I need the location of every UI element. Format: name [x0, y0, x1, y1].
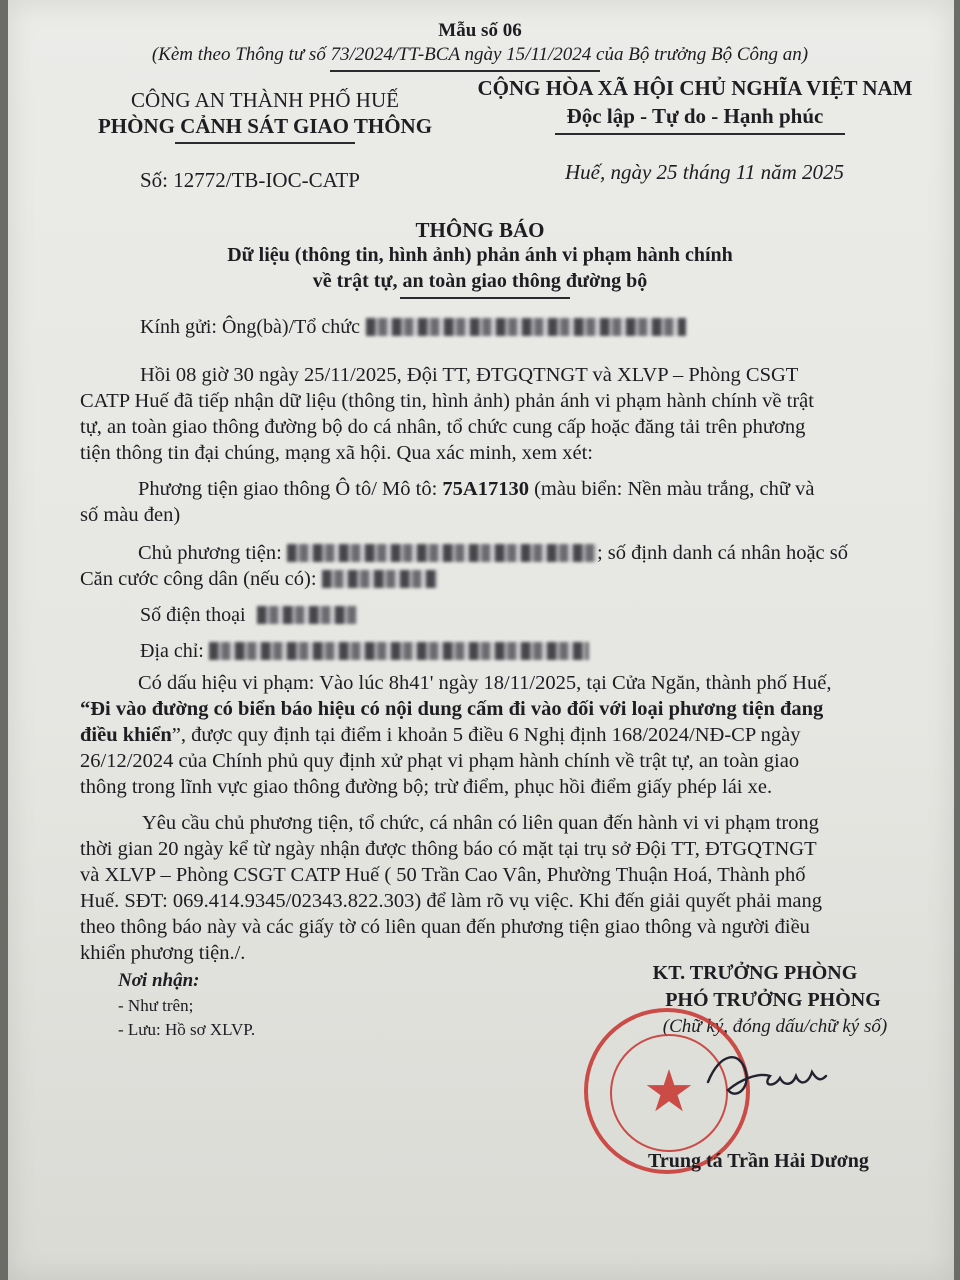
document-number: Số: 12772/TB-IOC-CATP — [140, 168, 360, 192]
intro-line: tiện thông tin đại chúng, mạng xã hội. Qua xác minh, xem xét: — [80, 442, 593, 464]
vehicle-line-2: số màu đen) — [80, 504, 181, 526]
signature-stroke — [708, 1057, 826, 1093]
request-paragraph — [80, 810, 900, 966]
nation-title: CỘNG HÒA XÃ HỘI CHỦ NGHĨA VIỆT NAM — [477, 76, 913, 100]
issuer-line2: PHÒNG CẢNH SÁT GIAO THÔNG — [97, 114, 433, 138]
request-line: và XLVP – Phòng CSGT CATP Huế ( 50 Trần Cao Vân, Phường Thuận Hoá, Thành phố — [80, 864, 806, 886]
violation-description-end: điều khiển — [80, 724, 172, 746]
intro-line: tự, an toàn giao thông đường bộ do cá nhân, tổ chức cung cấp hoặc đăng tải trên phương — [80, 416, 806, 438]
address-label: Địa chỉ: — [140, 640, 209, 662]
vehicle-paragraph — [80, 476, 900, 528]
violation-line: 26/12/2024 của Chính phủ quy định xử phạt vi phạm hành chính về trật tự, an toàn giao — [80, 750, 800, 772]
vehicle-line — [80, 476, 900, 502]
signer-role-1: KT. TRƯỞNG PHÒNG — [652, 962, 858, 984]
request-line: theo thông báo này và các giấy tờ có liên quan đến phương tiện giao thông và người điều — [80, 916, 810, 938]
recipient-line — [140, 316, 686, 339]
signer-name: Trung tá Trần Hải Dương — [648, 1150, 869, 1172]
request-line: khiển phương tiện./. — [80, 942, 246, 964]
recipients-item: - Như trên; — [118, 996, 194, 1015]
owner-label: Chủ phương tiện: — [138, 542, 287, 564]
star-icon: ★ — [643, 1059, 695, 1124]
redacted-owner-name — [287, 544, 597, 562]
owner-id-note: ; số định danh cá nhân hoặc số — [596, 542, 849, 564]
recipient-label: Kính gửi: Ông(bà)/Tổ chức — [140, 316, 360, 338]
phone-label: Số điện thoại — [140, 604, 251, 626]
request-line: Huế. SĐT: 069.414.9345/02343.822.303) để làm rõ vụ việc. Khi đến giải quyết phải mang — [80, 890, 822, 912]
license-plate: 75A17130 — [442, 478, 529, 500]
title-underline — [400, 297, 570, 299]
owner-id-line — [80, 566, 900, 592]
owner-line — [80, 540, 900, 566]
violation-paragraph — [80, 670, 900, 800]
address-line — [140, 640, 589, 663]
violation-description: “Đi vào đường có biển báo hiệu có nội dung cấm đi vào đối với loại phương tiện đang — [80, 698, 824, 720]
violation-line: Có dấu hiệu vi phạm: Vào lúc 8h41' ngày 18/11/2025, tại Cửa Ngăn, thành phố Huế, — [138, 672, 832, 694]
document-subtitle-1: Dữ liệu (thông tin, hình ảnh) phản ánh vi phạm hành chính — [227, 244, 733, 266]
redacted-phone — [257, 606, 357, 624]
nation-motto: Độc lập - Tự do - Hạnh phúc — [566, 104, 824, 128]
signer-role-2: PHÓ TRƯỞNG PHÒNG — [665, 989, 881, 1011]
form-number: Mẫu số 06 — [438, 20, 522, 41]
document-date: Huế, ngày 25 tháng 11 năm 2025 — [565, 160, 844, 184]
owner-paragraph — [80, 540, 900, 592]
vehicle-label: Phương tiện giao thông Ô tô/ Mô tô: — [138, 478, 443, 500]
request-line: thời gian 20 ngày kể từ ngày nhận được thông báo có mặt tại trụ sở Đội TT, ĐTGQTNGT — [80, 838, 817, 860]
form-reference: (Kèm theo Thông tư số 73/2024/TT-BCA ngày 15/11/2024 của Bộ trưởng Bộ Công an) — [151, 44, 809, 65]
redacted-owner-id — [322, 570, 437, 588]
reference-underline — [330, 70, 600, 72]
violation-line: thông trong lĩnh vực giao thông đường bộ; trừ điểm, phục hồi điểm giấy phép lái xe. — [80, 776, 773, 798]
violation-line — [80, 722, 900, 748]
signature-note: (Chữ ký, đóng dấu/chữ ký số) — [662, 1016, 888, 1037]
recipients-item: - Lưu: Hồ sơ XLVP. — [118, 1020, 256, 1039]
document-subtitle-2: về trật tự, an toàn giao thông đường bộ — [312, 270, 648, 292]
phone-line — [140, 604, 357, 627]
plate-color-note: (màu biển: Nền màu trắng, chữ và — [528, 478, 815, 500]
intro-line: CATP Huế đã tiếp nhận dữ liệu (thông tin, hình ảnh) phản ánh vi phạm hành chính về trật — [80, 390, 814, 412]
handwritten-signature — [700, 1042, 830, 1112]
document-title: THÔNG BÁO — [415, 218, 545, 242]
request-line: Yêu cầu chủ phương tiện, tổ chức, cá nhân có liên quan đến hành vi vi phạm trong — [142, 812, 819, 834]
recipients-title: Nơi nhận: — [118, 970, 200, 991]
owner-id-label: Căn cước công dân (nếu có): — [80, 568, 322, 590]
motto-underline — [555, 133, 845, 135]
redacted-recipient — [366, 318, 686, 336]
issuer-line1: CÔNG AN THÀNH PHỐ HUẾ — [131, 88, 399, 112]
redacted-address — [209, 642, 589, 660]
intro-line: Hồi 08 giờ 30 ngày 25/11/2025, Đội TT, ĐTGQTNGT và XLVP – Phòng CSGT — [140, 364, 799, 386]
issuer-underline — [175, 142, 355, 144]
intro-paragraph — [80, 362, 890, 466]
violation-legal-basis: ”, được quy định tại điểm i khoản 5 điều 6 Nghị định 168/2024/NĐ-CP ngày — [171, 724, 801, 746]
